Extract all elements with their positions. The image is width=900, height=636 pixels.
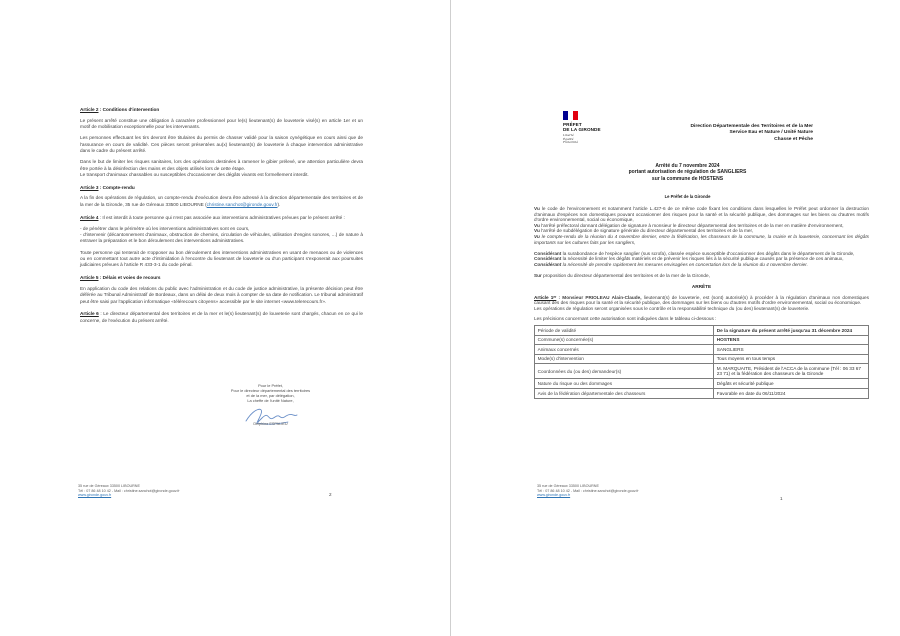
motto-line: Liberté [563,133,574,138]
vu-label: Vu [534,228,540,234]
vu-label: Vu [534,233,540,239]
table-row [535,388,869,398]
article-5-label: Article 5 [80,275,99,281]
considerant-clause [534,262,869,268]
vu-label: Vu [534,222,540,228]
table-cell-value: HOSTENS [714,335,869,345]
article-4 [80,215,363,269]
motto-line: Fraternité [563,140,579,145]
considerant-text: la nécessité de limiter les dégâts matériels et de prévenir les risques liés à la sécurité publique causés par la présence de ces animaux, [561,256,844,262]
paragraph-text: lieutenant(s) de louveterie, est (sont) autorisé(s) à procéder à la régulation d'animaux non domestiques causant des des risques pour la santé et la sécurité publique, des dommages sur les biens ou d'autres motifs d'ordre environnemental, social ou économique. [534,294,869,306]
signature-line: Pour le Préfet, [258,383,283,388]
bullet-item: - d'intervenir (décantonnement d'animaux, obstruction de chemins, circulation de véhicules, utilisation d'engins sonores, ...) de nature à entraver la préparation et le bon déroulement des interventions administratives. [80,232,363,244]
paragraph: Le transport d'animaux chassables ou susceptibles d'occasionner des dégâts vivants est formellement interdit. [80,171,309,177]
table-cell-label: Nature du risque ou des dommages [535,379,714,389]
table-row [535,354,869,364]
article-5-heading [80,275,363,281]
signature-line: La cheffe de l'unité Nature, [247,397,294,403]
table-cell-label: Période de validité [535,326,714,336]
service-header [591,124,813,143]
article-2-label: Article 2 [80,107,99,112]
considerant-label: Considérant [534,250,562,256]
table-row [535,345,869,355]
signature-line: et de la mer, par délégation, [246,392,295,398]
paragraph [80,195,363,208]
document-title [521,163,854,182]
vu-text: le code de l'environnement et notamment l'article L.427-6 de ce même code fixant les conditions dans lesquelles le Préfet peut ordonner la destruction d'animaux d'espèces non domestiques pouvant occasionner des risques pour la santé et la sécurité publique, des dommages sur les biens ou d'autres motifs d'ordre environnemental, social ou économique, [534,206,869,223]
vu-text: le compte-rendu de la réunion du 4 novembre dernier, entre la fédération, les chasseurs de la commune, la mairie et la louveterie, concernant les dégâts importants sur les cultures faits par les sangliers, [534,233,869,245]
title-line: Arrêté du 7 novembre 2024 [655,163,720,169]
table-cell-value: De la signature du présent arrêté jusqu'au 31 décembre 2024 [714,326,869,336]
article-5-heading-text: : Délais et voies de recours [98,275,161,281]
vu-text: l'arrêté préfectoral donnant délégation de signature à monsieur le directeur départemental des territoires et de la mer en matière d'environnement, [539,222,844,228]
paragraph: Les opérations de régulation seront organisées sous le contrôle et la responsabilité technique du (ou des) lieutenant(s) de louveterie. [534,305,810,311]
table-cell-value: Dégâts et sécurité publique [714,379,869,389]
footer-address: 35 rue de Géreaux 33500 LIBOURNE [537,484,599,488]
footer-contact: Tél : 07 86 48 10 42 - Mail : christine.sanchot@gironde.gouv.fr [78,488,180,493]
article-1-name: : Monsieur PRIOLEAU Alain-Claude, [556,294,642,300]
considerant-clauses [534,251,869,268]
paragraph-text: A la fin des opérations de régulation, un compte-rendu d'exécution devra être adressé à la direction départementale des territoires et de la mer de la Gironde, 35 rue de Géreaux 33500 LIBOURNE ( [80,195,363,207]
considerant-label: Considérant [534,256,562,262]
motto-line: Égalité [563,136,574,141]
paragraph: Toute personne qui tenterait de s'opposer au bon déroulement des interventions administratives en usant de menaces ou de violences ou en commettant tout autre acte d'intimidation à l'encontre du lieutenant de louveterie ou d'un participant s'exposerait aux poursuites judiciaires prévues à l'article R 433-3-1 du code pénal. [80,249,363,268]
vu-label: Vu [534,206,540,211]
table-row [535,335,869,345]
title-line: portant autorisation de régulation de SANGLIERS [628,169,747,176]
paragraph: Les personnes effectuant les tirs devront être titulaires du permis de chasser validé pour la saison cynégétique en cours ainsi que de l'assurance en cours de validité. Ces pièces seront présentées au(x) lieutenant(s) de louveterie à chaque intervention administrative dans le cadre du présent arrêté. [80,135,363,153]
prefet-line: Le Préfet de la Gironde [664,194,711,199]
signature-line: Pour le directeur départemental des territoires [230,387,311,393]
article-3-heading [80,185,363,191]
service-line: Direction Départementale des Territoires et de la Mer [690,124,813,129]
page-number: 1 [780,496,783,501]
page-2-footer [78,484,298,498]
sur-text: proposition du directeur départemental des territoires et de la mer de la Gironde, [541,272,710,278]
page-1-content [534,206,869,399]
paragraph: Le présent arrêté constitue une obligation à caractère professionnel pour le(s) lieutenant(s) de louveterie visé(s) en article 1er et un motif de mobilisation exceptionnelle pour les intervenants. [80,117,363,130]
logo-title-line: PRÉFET [563,122,582,127]
page-1-footer [537,484,757,498]
arrete-heading: ARRÊTE [691,283,712,289]
article-3-heading-text: : Compte-rendu [98,184,135,190]
article-3 [80,185,363,208]
table-row [535,326,869,336]
table-cell-label: Mode(s) d'intervention [535,354,714,364]
service-line: Chasse et Pêche [774,136,813,142]
article-3-label: Article 3 [80,184,99,190]
footer-website-link[interactable]: www.gironde.gouv.fr [537,493,571,498]
article-6-body [80,311,363,324]
signature-block [183,384,358,427]
sur-proposition [534,273,869,279]
vu-clause [534,206,869,223]
footer-contact: Tél : 07 86 48 10 42 - Mail : christine.sanchot@gironde.gouv.fr [537,488,639,493]
footer-address: 35 rue de Géreaux 33500 LIBOURNE [78,484,140,488]
article-4-label: Article 4 [80,214,99,220]
table-cell-label: Avis de la fédération départementale des chasseurs [535,388,714,398]
article-1-paragraph [534,295,869,306]
table-row [535,379,869,389]
french-flag-icon [563,111,578,120]
table-cell-value: Tous moyens en tous temps [714,354,869,364]
footer-website-link[interactable]: www.gironde.gouv.fr [78,493,112,498]
article-6-label: Article 6 [80,311,99,317]
paragraph-text: ). [277,201,281,207]
paragraph-text: : Le directeur départemental des territoires et de la mer et le(s) lieutenant(s) de louveterie sont chargés, chacun en ce qui le concerne, de l'exécution du présent arrêté. [80,311,363,323]
article-5 [80,275,363,305]
table-cell-value: SANGLIERS [714,345,869,355]
article-1-label: Article 1ᵉʳ [534,294,557,300]
paragraph: En application du code des relations du public avec l'administration et du code de justice administrative, la présente décision peut être déférée au Tribunal Administratif de Bordeaux, dans un délai de deux mois à compter de sa date de notification. Le tribunal administratif peut être saisi par l'application informatique «télérecours citoyens» accessible par le site internet «www.telerecours.fr». [80,285,363,304]
bullet-item: - de pénétrer dans le périmètre où les interventions administratives sont en cours, [80,225,250,231]
table-row [535,364,869,379]
considerant-label: Considérant [534,261,562,267]
article-2-heading [80,107,363,113]
article-6 [80,311,363,324]
paragraph-text: : Il est interdit à toute personne qui n'est pas associée aux interventions administratives prévues par le présent arrêté : [98,214,345,220]
article-4-intro [80,215,363,221]
page-2-content [80,107,363,330]
vu-clauses [534,206,869,245]
table-intro: Les précisions concernant cette autorisation sont indiquées dans le tableau ci-dessous : [534,316,717,322]
signature-name: Delphine ESPALIEU [253,421,288,426]
title-line: sur la commune de HOSTENS [651,175,724,182]
article-2-heading-text: : Conditions d'intervention [98,107,160,112]
table-cell-value: M. MARQUAITE, Président de l'ACCA de la commune (Tél : 06 33 67 23 71) et la fédération des chasseurs de la Gironde [714,364,869,379]
considerant-text: la surabondance de l'espèce sanglier (sus scrofa), classée espèce susceptible d'occasionner des dégâts dans le département de la Gironde, [561,250,855,256]
page-1 [451,0,900,636]
email-link[interactable]: christine.sanchot@gironde.gouv.fr [206,201,278,207]
vu-text: l'arrêté de subdélégation de signature générale du directeur départemental des territoires et de la mer, [539,228,754,234]
sur-label: Sur [534,272,542,278]
logo-title-line: DE LA GIRONDE [563,127,601,133]
authorization-table [534,325,869,399]
table-cell-label: Coordonnées du (ou des) demandeur(s) [535,364,714,379]
page-number: 2 [329,492,332,497]
table-cell-label: Commune(s) concernée(s) [535,335,714,345]
table-cell-value: Favorable en date du 06/11/2024 [714,388,869,398]
considerant-text: la nécessité de prendre rapidement les mesures envisagées en concertation lors de la réunion du 4 novembre dernier. [561,261,808,267]
service-line: Service Eau et Nature / Unité Nature [729,130,813,136]
vu-clause [534,234,869,245]
article-2 [80,107,363,178]
paragraph: Dans le but de limiter les risques sanitaires, lors des opérations destinées à ramener le gibier prélevé, une attention particulière devra être portée à la désinfection des mains et des objets utilisés lors de cette étape. [80,159,363,171]
table-cell-label: Animaux concernés [535,345,714,355]
